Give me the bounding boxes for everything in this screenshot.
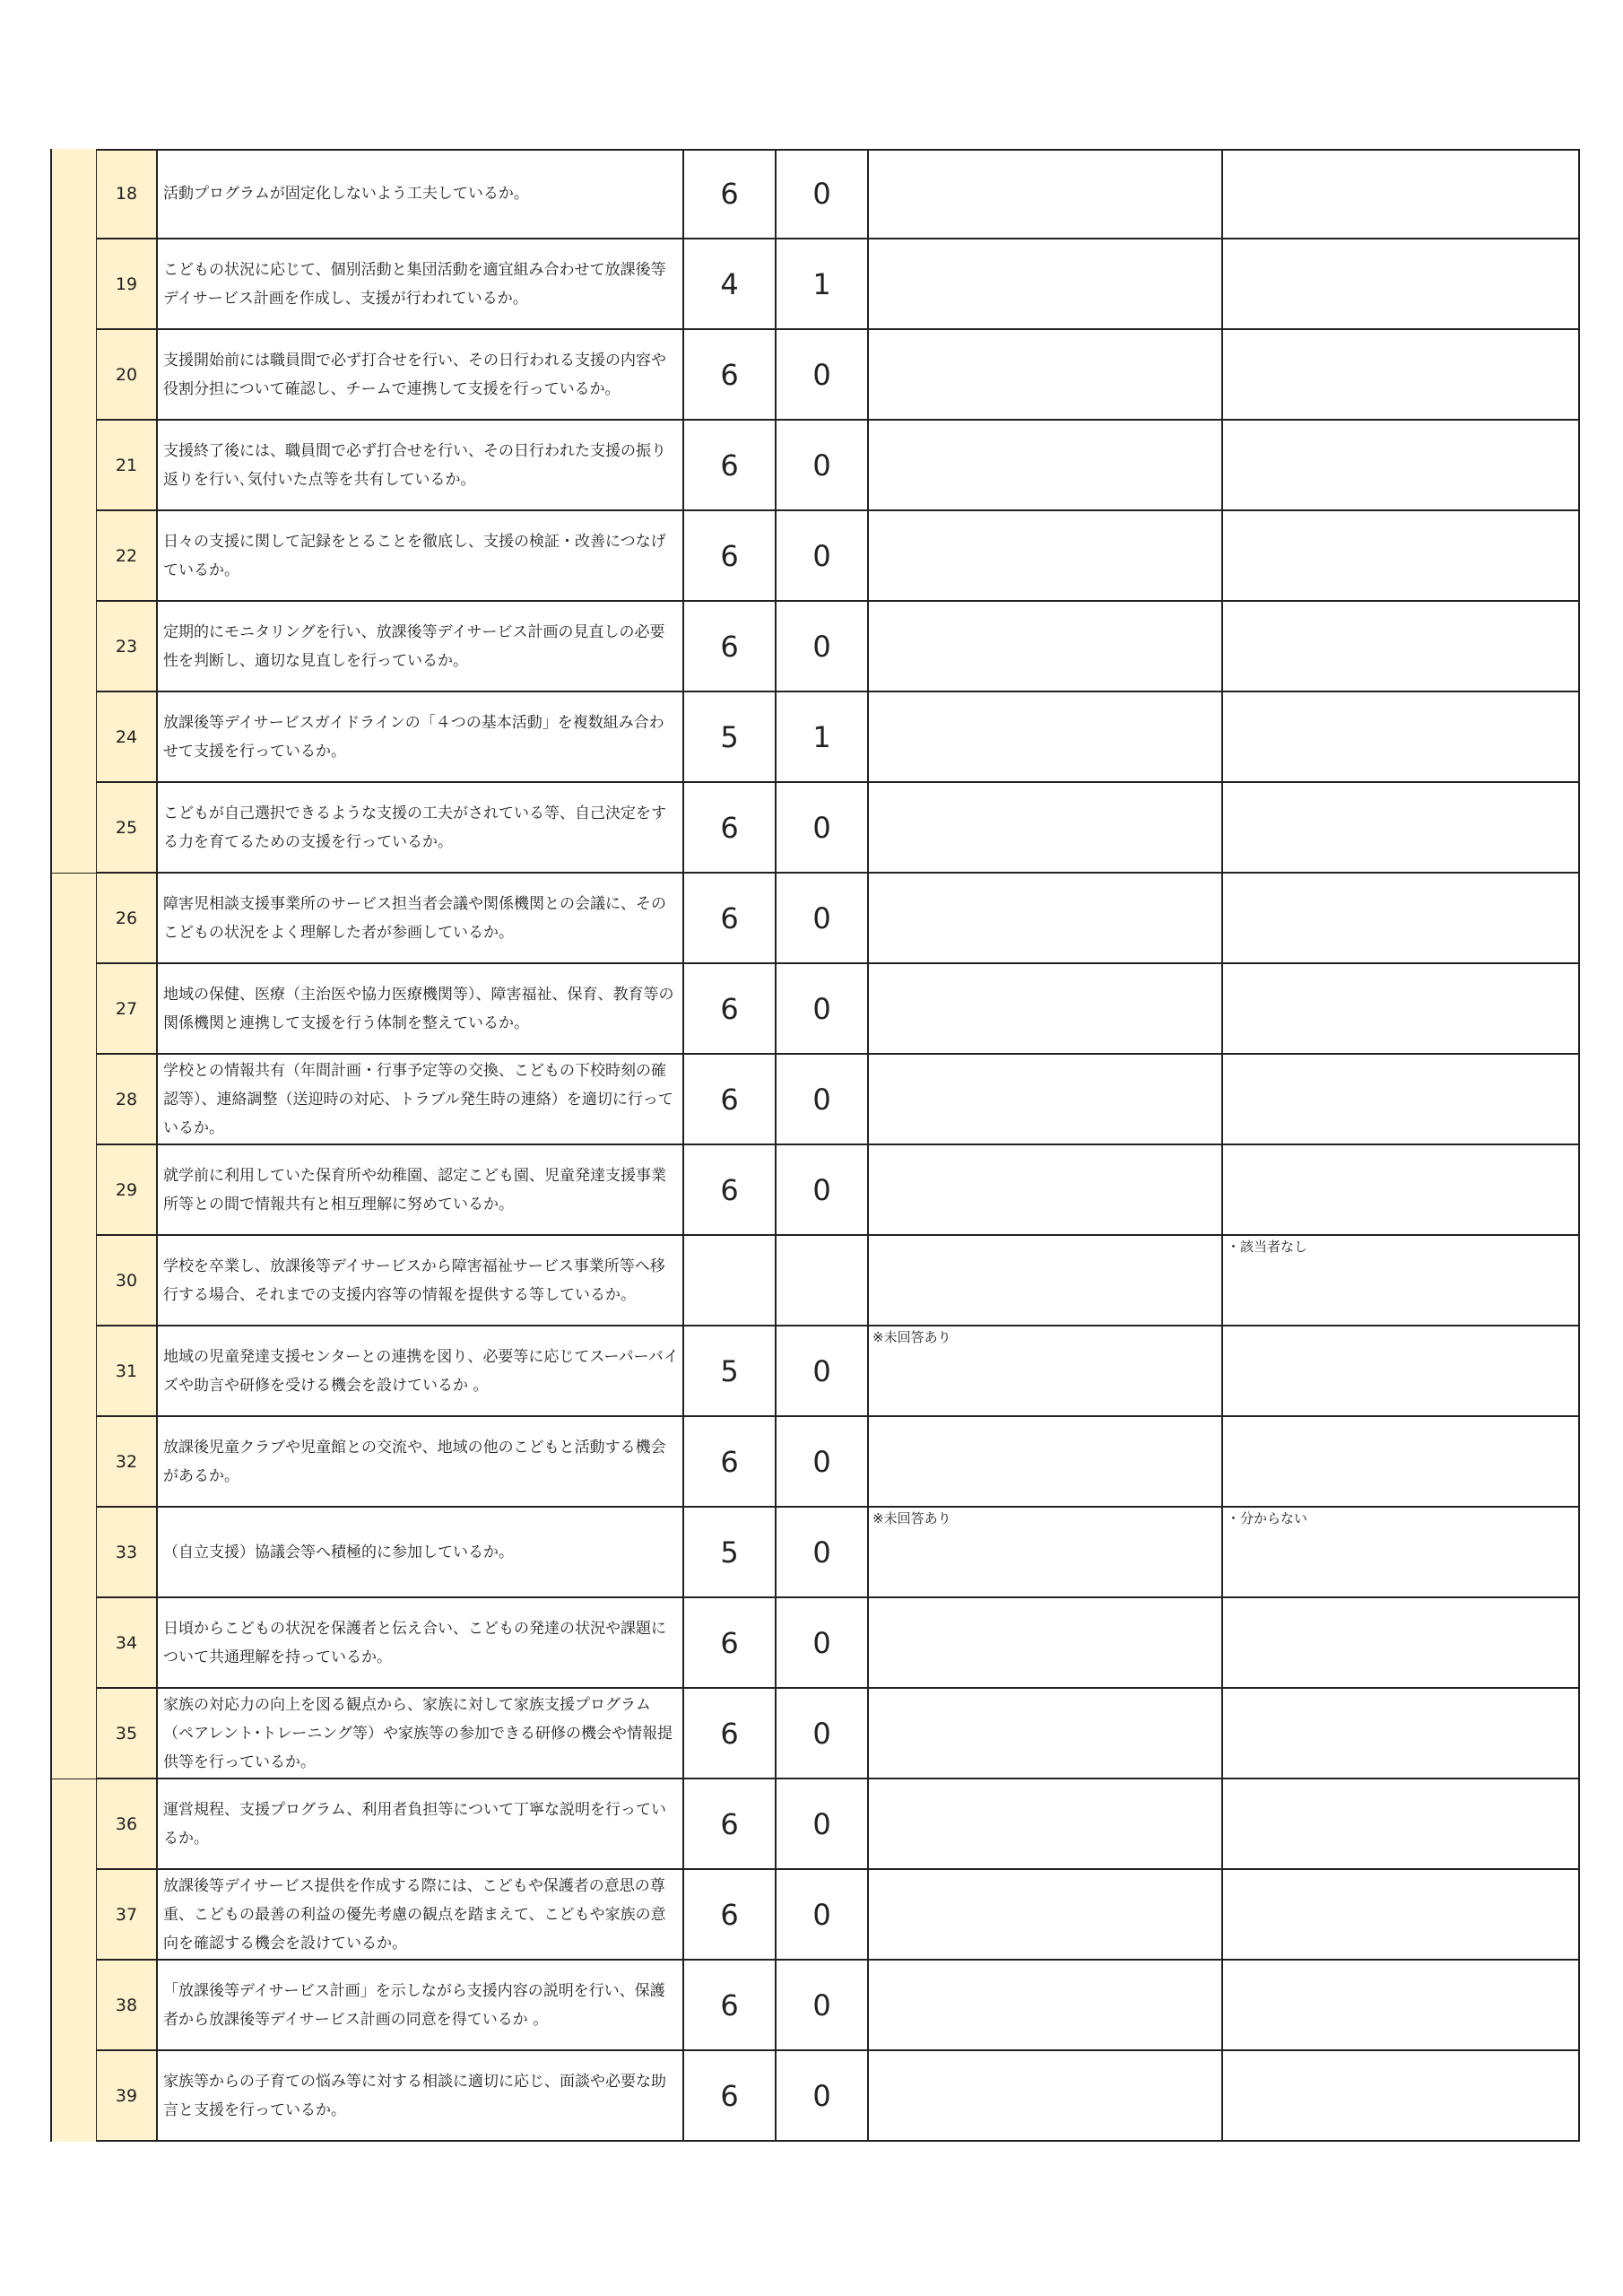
no-count-text: 0 [812, 1716, 831, 1751]
row-number-text: 23 [115, 636, 138, 657]
row-number [97, 1326, 158, 1417]
staff-note [869, 421, 1223, 511]
staff-note-text: ※未回答あり [872, 1329, 951, 1345]
no-count-text: 0 [812, 538, 831, 573]
yes-count [684, 1326, 777, 1417]
question-text-text: 障害児相談支援事業所のサービス担当者会議や関係機関との会議に、そのこどもの状況をよく理解した者が参画しているか。 [163, 894, 666, 942]
row-number [97, 1961, 158, 2051]
no-count-text: 0 [812, 1806, 831, 1841]
yes-count-text: 6 [720, 448, 739, 483]
question-text-text: 地域の児童発達支援センターとの連携を図り、必要等に応じてスーパーバイズや助言や研修を受ける機会を設けているか 。 [163, 1347, 679, 1395]
improvement-note [1223, 1417, 1580, 1508]
no-count-text: 0 [812, 1353, 831, 1388]
staff-note [869, 511, 1223, 602]
row-number-text: 37 [115, 1904, 138, 1925]
improvement-note [1223, 692, 1580, 783]
row-number-text: 39 [115, 2085, 138, 2106]
staff-note [869, 1961, 1223, 2051]
yes-count-text: 6 [720, 1806, 739, 1841]
question-text-text: （自立支援）協議会等へ積極的に参加しているか。 [163, 1543, 514, 1561]
question-text [158, 1145, 684, 1236]
row-number-text: 25 [115, 817, 138, 838]
question-text-text: こどもの状況に応じて、個別活動と集団活動を適宜組み合わせて放課後等デイサービス計画を作成し、支援が行われているか。 [163, 260, 666, 308]
no-count-text: 0 [812, 1897, 831, 1932]
yes-count [684, 964, 777, 1055]
question-text [158, 1236, 684, 1326]
no-count [777, 421, 869, 511]
no-count-text: 0 [812, 176, 831, 211]
yes-count-text: 6 [720, 1172, 739, 1207]
staff-note [869, 692, 1223, 783]
row-number [97, 874, 158, 964]
row-number-text: 22 [115, 545, 138, 566]
yes-count [684, 1055, 777, 1145]
yes-count [684, 1417, 777, 1508]
question-text-text: 家族等からの子育ての悩み等に対する相談に適切に応じ、面談や必要な助言と支援を行っているか。 [163, 2072, 666, 2119]
question-text [158, 149, 684, 239]
staff-note [869, 1779, 1223, 1870]
table-top-border [97, 149, 1580, 151]
row-number [97, 964, 158, 1055]
improvement-note [1223, 1508, 1580, 1598]
staff-note [869, 239, 1223, 330]
yes-count-text: 6 [720, 1444, 739, 1479]
no-count [777, 1417, 869, 1508]
no-count-text: 1 [812, 719, 831, 754]
question-text-text: 放課後等デイサービスガイドラインの「４つの基本活動」を複数組み合わせて支援を行っているか。 [163, 713, 664, 761]
yes-count [684, 783, 777, 874]
no-count [777, 330, 869, 421]
row-number [97, 421, 158, 511]
yes-count-text: 6 [720, 357, 739, 392]
no-count [777, 1779, 869, 1870]
evaluation-table [50, 149, 1580, 2146]
row-number-text: 20 [115, 364, 138, 385]
staff-note [869, 1055, 1223, 1145]
question-text [158, 1598, 684, 1689]
row-number-text: 29 [115, 1179, 138, 1200]
question-text [158, 964, 684, 1055]
row-number [97, 783, 158, 874]
question-text [158, 1961, 684, 2051]
staff-note [869, 874, 1223, 964]
improvement-note [1223, 1779, 1580, 1870]
staff-note [869, 1326, 1223, 1417]
row-number [97, 1508, 158, 1598]
question-text-text: 地域の保健、医療（主治医や協力医療機関等）、障害福祉、保育、教育等の関係機関と連携して支援を行う体制を整えているか。 [163, 985, 674, 1032]
question-text [158, 1689, 684, 1779]
question-text [158, 602, 684, 692]
row-number [97, 602, 158, 692]
staff-note [869, 1508, 1223, 1598]
yes-count [684, 421, 777, 511]
yes-count-text: 5 [720, 1353, 739, 1388]
row-number [97, 1689, 158, 1779]
row-number-text: 36 [115, 1813, 138, 1834]
no-count [777, 1055, 869, 1145]
improvement-note [1223, 149, 1580, 239]
improvement-note [1223, 239, 1580, 330]
no-count [777, 692, 869, 783]
yes-count [684, 1689, 777, 1779]
question-text [158, 1508, 684, 1598]
yes-count [684, 1870, 777, 1961]
yes-count [684, 1779, 777, 1870]
yes-count-text: 6 [720, 176, 739, 211]
yes-count-text: 6 [720, 1625, 739, 1660]
improvement-note [1223, 874, 1580, 964]
yes-count [684, 330, 777, 421]
row-number [97, 1236, 158, 1326]
yes-count [684, 1508, 777, 1598]
no-count-text: 1 [812, 266, 831, 301]
improvement-note [1223, 1870, 1580, 1961]
yes-count-text: 6 [720, 1987, 739, 2022]
improvement-note-text: ・分からない [1227, 1510, 1308, 1526]
yes-count-text: 6 [720, 810, 739, 845]
yes-count-text: 6 [720, 1716, 739, 1751]
yes-count [684, 1598, 777, 1689]
no-count-text: 0 [812, 810, 831, 845]
row-number-text: 38 [115, 1995, 138, 2015]
no-count [777, 511, 869, 602]
staff-note [869, 1236, 1223, 1326]
question-text-text: こどもが自己選択できるような支援の工夫がされている等、自己決定をする力を育てるための支援を行っているか。 [163, 804, 666, 851]
staff-note [869, 1689, 1223, 1779]
row-number [97, 1055, 158, 1145]
row-number-text: 35 [115, 1723, 138, 1744]
question-text [158, 874, 684, 964]
question-text [158, 1417, 684, 1508]
no-count [777, 1961, 869, 2051]
no-count [777, 874, 869, 964]
yes-count [684, 1145, 777, 1236]
question-text-text: 支援開始前には職員間で必ず打合せを行い、その日行われる支援の内容や役割分担について確認し、チームで連携して支援を行っているか。 [163, 351, 666, 398]
yes-count-text: 6 [720, 538, 739, 573]
row-number-text: 19 [115, 274, 138, 294]
row-number-text: 32 [115, 1451, 138, 1472]
row-number-text: 21 [115, 455, 138, 475]
improvement-note [1223, 1689, 1580, 1779]
staff-note [869, 1598, 1223, 1689]
yes-count [684, 1961, 777, 2051]
no-count-text: 0 [812, 1535, 831, 1570]
row-number-text: 26 [115, 908, 138, 928]
no-count-text: 0 [812, 1625, 831, 1660]
row-number [97, 1145, 158, 1236]
row-number [97, 239, 158, 330]
row-number [97, 511, 158, 602]
question-text-text: 学校を卒業し、放課後等デイサービスから障害福祉サービス事業所等へ移行する場合、それまでの支援内容等の情報を提供する等しているか。 [163, 1257, 665, 1304]
row-number [97, 330, 158, 421]
staff-note [869, 1145, 1223, 1236]
row-number [97, 1598, 158, 1689]
question-text [158, 1870, 684, 1961]
yes-count-text: 6 [720, 1897, 739, 1932]
improvement-note [1223, 964, 1580, 1055]
yes-count [684, 1236, 777, 1326]
no-count-text: 0 [812, 1082, 831, 1117]
question-text-text: 活動プログラムが固定化しないよう工夫しているか。 [163, 184, 529, 203]
question-text-text: 学校との情報共有（年間計画・行事予定等の交換、こどもの下校時刻の確認等）、連絡調整（送迎時の対応、トラブル発生時の連絡）を適切に行っているか。 [163, 1061, 673, 1137]
improvement-note [1223, 1598, 1580, 1689]
improvement-note [1223, 602, 1580, 692]
question-text-text: 放課後児童クラブや児童館との交流や、地域の他のこどもと活動する機会があるか。 [163, 1438, 666, 1485]
row-number [97, 692, 158, 783]
no-count [777, 1326, 869, 1417]
row-number [97, 149, 158, 239]
question-text [158, 692, 684, 783]
no-count [777, 1689, 869, 1779]
question-text-text: 家族の対応力の向上を図る観点から、家族に対して家族支援プログラム（ペアレント･トレーニング等）や家族等の参加できる研修の機会や情報提供等を行っているか。 [163, 1695, 673, 1771]
improvement-note [1223, 1961, 1580, 2051]
row-number [97, 1779, 158, 1870]
no-count-text: 0 [812, 1444, 831, 1479]
question-text [158, 511, 684, 602]
question-text [158, 783, 684, 874]
question-text-text: 就学前に利用していた保育所や幼稚園、認定こども園、児童発達支援事業所等との間で情報共有と相互理解に努めているか。 [163, 1166, 666, 1213]
no-count-text: 0 [812, 900, 831, 935]
question-text [158, 1326, 684, 1417]
staff-note [869, 1417, 1223, 1508]
row-number [97, 2051, 158, 2142]
yes-count [684, 602, 777, 692]
question-text-text: 「放課後等デイサービス計画」を示しながら支援内容の説明を行い、保護者から放課後等デイサービス計画の同意を得ているか 。 [163, 1981, 665, 2029]
no-count [777, 1870, 869, 1961]
yes-count-text: 4 [720, 266, 739, 301]
question-text-text: 日頃からこどもの状況を保護者と伝え合い、こどもの発達の状況や課題について共通理解を持っているか。 [163, 1619, 666, 1666]
yes-count [684, 2051, 777, 2142]
question-text-text: 支援終了後には、職員間で必ず打合せを行い、その日行われた支援の振り返りを行い､気付いた点等を共有しているか。 [163, 441, 666, 489]
improvement-note [1223, 1145, 1580, 1236]
no-count-text: 0 [812, 448, 831, 483]
yes-count-text: 6 [720, 629, 739, 664]
row-number [97, 1870, 158, 1961]
question-text [158, 421, 684, 511]
yes-count [684, 149, 777, 239]
row-number [97, 1417, 158, 1508]
improvement-note-text: ・該当者なし [1227, 1239, 1308, 1255]
no-count [777, 239, 869, 330]
question-text-text: 放課後等デイサービス提供を作成する際には、こどもや保護者の意思の尊重、こどもの最善の利益の優先考慮の観点を踏まえて、こどもや家族の意向を確認する機会を設けているか。 [163, 1876, 666, 1952]
staff-note [869, 330, 1223, 421]
row-number-text: 31 [115, 1361, 138, 1381]
row-number-text: 28 [115, 1089, 138, 1109]
yes-count-text: 5 [720, 1535, 739, 1570]
no-count [777, 602, 869, 692]
staff-note [869, 602, 1223, 692]
row-number-text: 24 [115, 726, 138, 747]
yes-count [684, 692, 777, 783]
no-count-text: 0 [812, 991, 831, 1026]
yes-count-text: 5 [720, 719, 739, 754]
improvement-note [1223, 783, 1580, 874]
staff-note [869, 2051, 1223, 2142]
no-count [777, 783, 869, 874]
no-count-text: 0 [812, 357, 831, 392]
yes-count [684, 511, 777, 602]
no-count [777, 149, 869, 239]
improvement-note [1223, 1236, 1580, 1326]
yes-count-text: 6 [720, 2078, 739, 2113]
row-number-text: 33 [115, 1542, 138, 1562]
no-count [777, 1508, 869, 1598]
staff-note [869, 1870, 1223, 1961]
staff-note [869, 964, 1223, 1055]
no-count-text: 0 [812, 629, 831, 664]
no-count [777, 2051, 869, 2142]
yes-count-text: 6 [720, 1082, 739, 1117]
question-text-text: 定期的にモニタリングを行い、放課後等デイサービス計画の見直しの必要性を判断し、適切な見直しを行っているか。 [163, 622, 665, 670]
row-number-text: 30 [115, 1270, 138, 1291]
no-count-text: 0 [812, 1172, 831, 1207]
no-count [777, 964, 869, 1055]
no-count-text: 0 [812, 1987, 831, 2022]
staff-note [869, 149, 1223, 239]
question-text [158, 1055, 684, 1145]
no-count [777, 1145, 869, 1236]
staff-note [869, 783, 1223, 874]
row-number-text: 18 [115, 183, 138, 204]
improvement-note [1223, 511, 1580, 602]
question-text [158, 330, 684, 421]
improvement-note [1223, 330, 1580, 421]
no-count [777, 1236, 869, 1326]
question-text [158, 239, 684, 330]
yes-count [684, 239, 777, 330]
improvement-note [1223, 1326, 1580, 1417]
staff-note-text: ※未回答あり [872, 1510, 951, 1526]
question-text [158, 1779, 684, 1870]
question-text-text: 日々の支援に関して記録をとることを徹底し、支援の検証・改善につなげているか。 [163, 532, 666, 579]
row-number-text: 34 [115, 1632, 138, 1653]
no-count-text: 0 [812, 2078, 831, 2113]
question-text [158, 2051, 684, 2142]
improvement-note [1223, 2051, 1580, 2142]
question-text-text: 運営規程、支援プログラム、利用者負担等について丁寧な説明を行っているか。 [163, 1800, 666, 1848]
no-count [777, 1598, 869, 1689]
improvement-note [1223, 421, 1580, 511]
yes-count-text: 6 [720, 991, 739, 1026]
yes-count-text: 6 [720, 900, 739, 935]
row-number-text: 27 [115, 998, 138, 1019]
table-right-border [1578, 149, 1580, 2142]
improvement-note [1223, 1055, 1580, 1145]
yes-count [684, 874, 777, 964]
